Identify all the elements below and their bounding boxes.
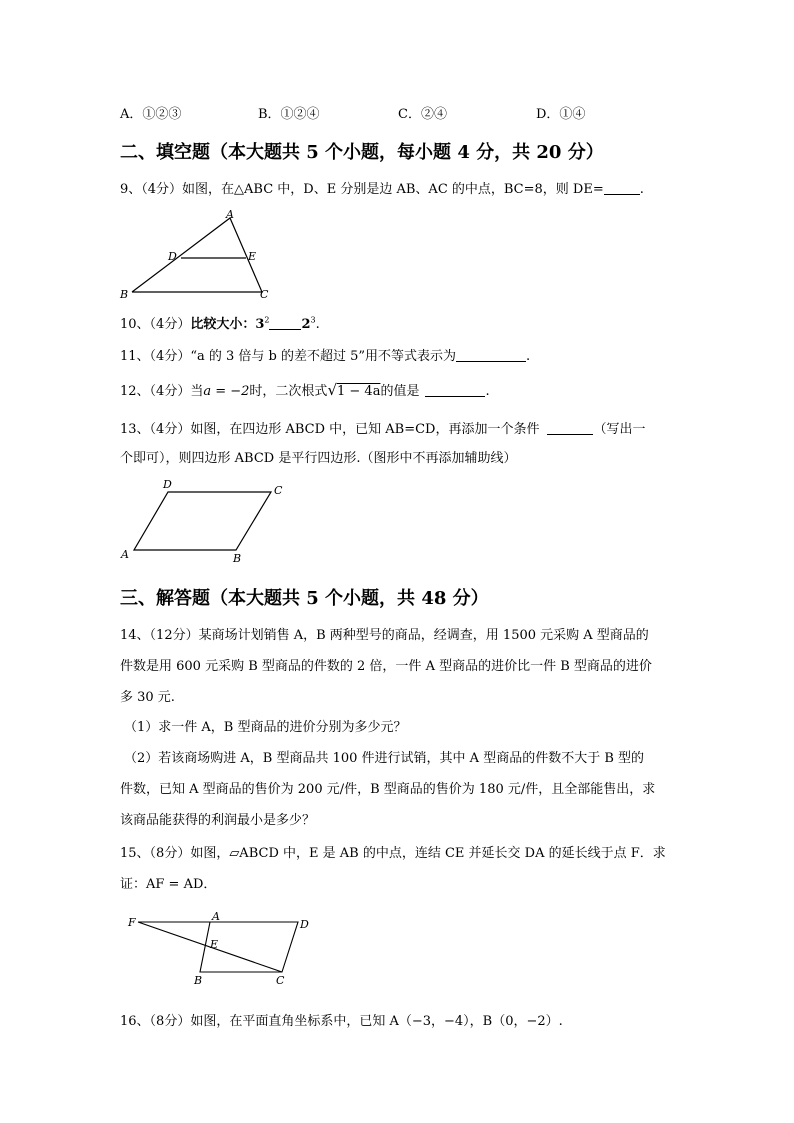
fig15-label-e: E	[210, 938, 219, 951]
q12-number: 12、（4分）	[120, 384, 191, 399]
question-9	[120, 178, 644, 197]
fig9-label-c: C	[260, 288, 269, 301]
q12-mid: 时，二次根式	[249, 384, 328, 399]
question-13	[120, 418, 646, 437]
question-10	[120, 313, 320, 332]
fig13-label-a: A	[121, 548, 129, 561]
q10-sup-b: 3	[310, 315, 316, 325]
q9-blank	[604, 181, 640, 195]
fig15-label-b: B	[194, 974, 203, 987]
question-14-part2-line2: 件数，已知 A 型商品的售价为 200 元/件，B 型商品的售价为 180 元/件，且全部能售出，求	[120, 782, 656, 797]
option-c: C．②④	[398, 107, 447, 122]
fig15-label-f: F	[128, 916, 136, 929]
question-12	[120, 380, 490, 399]
fig13-label-b: B	[233, 552, 242, 564]
q12-radical: 1 − 4a	[337, 384, 381, 399]
question-14-line1: 14、（12分）某商场计划销售 A，B 两种型号的商品，经调查，用 1500 元采购 A 型商品的	[120, 628, 649, 643]
q10-sup-a: 2	[264, 315, 270, 325]
q13-number: 13、（4分）	[120, 422, 191, 437]
section2-heading: 二、填空题（本大题共 5 个小题，每小题 4 分，共 20 分）	[120, 142, 604, 163]
q13-text: 如图，在四边形 ABCD 中，已知 AB=CD，再添加一个条件	[190, 422, 540, 437]
q12-end: .	[485, 384, 490, 399]
question-14-line3: 多 30 元.	[120, 690, 175, 705]
q9-number: 9、（4分）	[120, 182, 183, 197]
question-15-line1: 15、（8分）如图，▱ABCD 中，E 是 AB 的中点，连结 CE 并延长交 DA 的延长线于点 F．求	[120, 846, 666, 861]
option-a: A．①②③	[120, 107, 182, 122]
section3-heading: 三、解答题（本大题共 5 个小题，共 48 分）	[120, 588, 489, 609]
q10-number: 10、（4分）	[120, 317, 191, 332]
question-11	[120, 345, 530, 364]
q13-after: （写出一	[593, 422, 646, 437]
question-13-line2: 个即可），则四边形 ABCD 是平行四边形.（图形中不再添加辅助线）	[120, 451, 517, 466]
q11-number: 11、（4分）	[120, 349, 191, 364]
figure-triangle-abc	[118, 206, 278, 301]
q12-pre: 当	[190, 384, 204, 399]
fig9-label-b: B	[120, 288, 129, 301]
question-16-line1: 16、（8分）如图，在平面直角坐标系中，已知 A（−3，−4），B（0，−2）.	[120, 1014, 563, 1029]
q11-text: “a 的 3 倍与 b 的差不超过 5”用不等式表示为	[190, 349, 457, 364]
option-b: B．①②④	[258, 107, 320, 122]
fig15-label-d: D	[300, 918, 309, 931]
question-14-part2-line1: （2）若该商场购进 A，B 型商品共 100 件进行试销，其中 A 型商品的件数不大于 B 型的	[124, 751, 645, 766]
q10-end: .	[315, 317, 320, 332]
q12-condition: a = −2	[203, 384, 250, 399]
q13-blank	[547, 421, 593, 435]
question-14-part2-line3: 该商品能获得的利润最小是多少？	[120, 813, 316, 828]
q9-text: 如图，在△ABC 中，D、E 分别是边 AB、AC 的中点，BC=8，则 DE=	[182, 182, 604, 197]
q12-post: 的值是	[380, 384, 420, 399]
sqrt-sign-icon: √	[327, 381, 337, 399]
question-14-line2: 件数是用 600 元采购 B 型商品的件数的 2 倍，一件 A 型商品的进价比一件 B 型商品的进价	[120, 659, 652, 674]
fig9-label-a: A	[226, 208, 234, 221]
figure-parallelogram-abcd	[118, 476, 293, 564]
question-15-line2: 证：AF = AD．	[120, 877, 217, 892]
q10-text-a: 比较大小：3	[190, 317, 265, 332]
fig9-label-e: E	[248, 250, 257, 263]
figure-parallelogram-with-extension	[124, 908, 324, 988]
q10-blank	[269, 316, 301, 330]
fig9-label-d: D	[168, 250, 177, 263]
question-14-part1: （1）求一件 A，B 型商品的进价分别为多少元？	[124, 720, 407, 735]
q10-text-b: 2	[301, 317, 311, 332]
option-d: D．①④	[536, 107, 586, 122]
q9-end: .	[639, 182, 644, 197]
fig13-label-d: D	[163, 478, 172, 491]
q11-blank	[456, 348, 526, 362]
fig15-label-c: C	[276, 974, 285, 987]
fig15-label-a: A	[212, 910, 220, 923]
q12-blank	[425, 383, 485, 397]
q11-end: .	[526, 349, 531, 364]
fig13-label-c: C	[274, 484, 283, 497]
